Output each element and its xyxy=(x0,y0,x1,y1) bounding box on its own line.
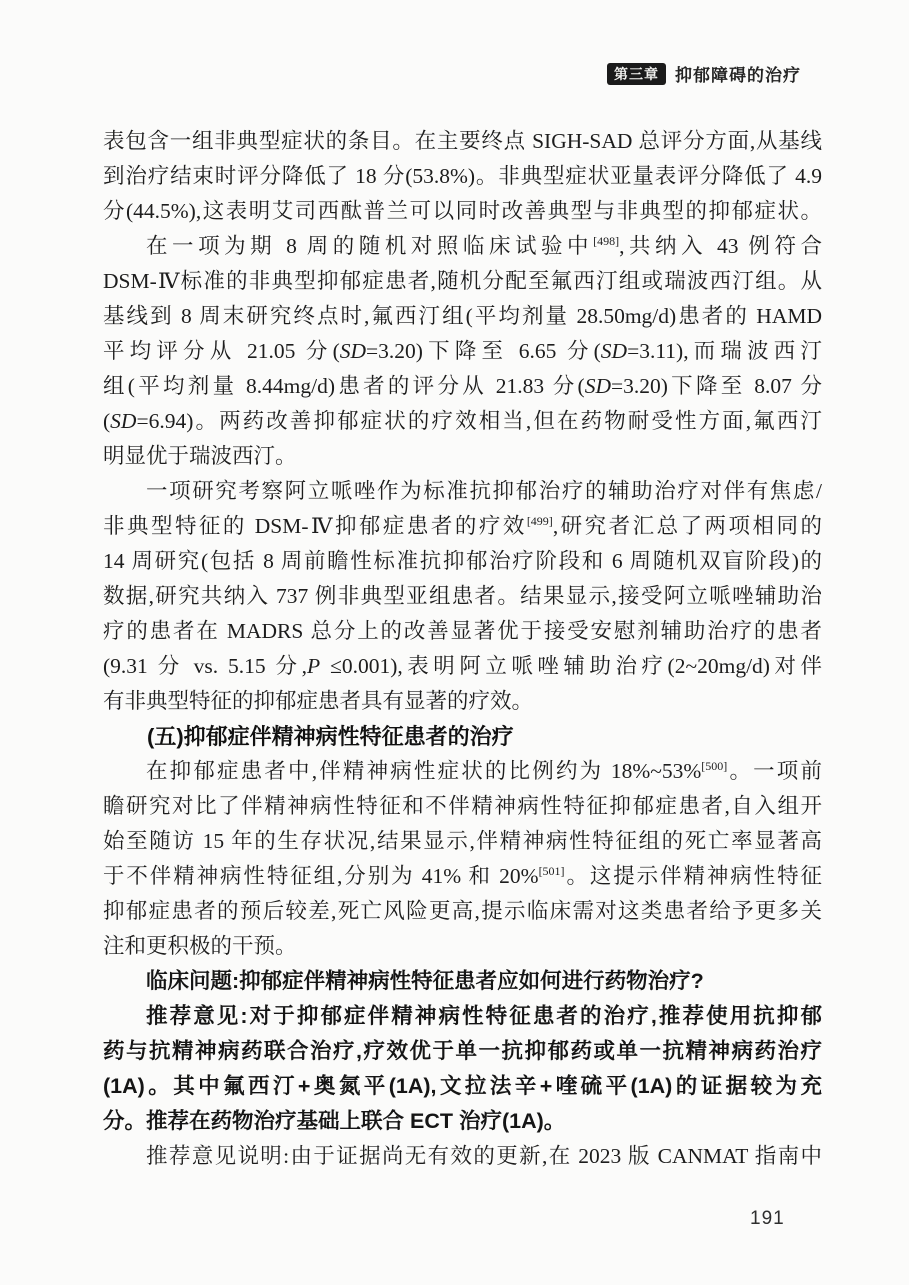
text-line: 表包含一组非典型症状的条目。在主要终点 SIGH-SAD 总评分方面,从基线 xyxy=(103,129,822,153)
text-line: 明显优于瑞波西汀。 xyxy=(103,444,297,468)
text-line: 数据,研究共纳入 737 例非典型亚组患者。结果显示,接受阿立哌唑辅助治 xyxy=(103,584,822,608)
text-line: (9.31 分 vs. 5.15 分,P ≤0.001),表明阿立哌唑辅助治疗(2~20mg/d)对伴 xyxy=(103,654,822,678)
text-line: 抑郁症患者的预后较差,死亡风险更高,提示临床需对这类患者给予更多关 xyxy=(103,899,822,923)
text-line: 14 周研究(包括 8 周前瞻性标准抗抑郁治疗阶段和 6 周随机双盲阶段)的 xyxy=(103,549,822,573)
text-line: 疗的患者在 MADRS 总分上的改善显著优于接受安慰剂辅助治疗的患者 xyxy=(103,619,822,643)
text-line: 分(44.5%),这表明艾司西酞普兰可以同时改善典型与非典型的抑郁症状。 xyxy=(103,199,822,223)
text-line: 分。推荐在药物治疗基础上联合 ECT 治疗(1A)。 xyxy=(103,1109,566,1133)
text-line: 药与抗精神病药联合治疗,疗效优于单一抗抑郁药或单一抗精神病药治疗 xyxy=(103,1039,822,1063)
text-line: 平均评分从 21.05 分(SD=3.20)下降至 6.65 分(SD=3.11),而瑞波西汀 xyxy=(103,339,822,363)
text-line: 推荐意见:对于抑郁症伴精神病性特征患者的治疗,推荐使用抗抑郁 xyxy=(146,1004,822,1028)
text-line: 在抑郁症患者中,伴精神病性症状的比例约为 18%~53%[500]。一项前 xyxy=(146,758,822,783)
text-line: 于不伴精神病性特征组,分别为 41% 和 20%[501]。这提示伴精神病性特征 xyxy=(103,863,822,888)
text-line: (SD=6.94)。两药改善抑郁症状的疗效相当,但在药物耐受性方面,氟西汀 xyxy=(103,409,822,433)
text-line: 注和更积极的干预。 xyxy=(103,934,297,958)
text-line: 在一项为期 8 周的随机对照临床试验中[498],共纳入 43 例符合 xyxy=(146,233,822,258)
text-line: 到治疗结束时评分降低了 18 分(53.8%)。非典型症状亚量表评分降低了 4.9 xyxy=(103,164,822,188)
page-header xyxy=(607,61,801,86)
body-text xyxy=(103,124,822,1174)
text-line: 一项研究考察阿立哌唑作为标准抗抑郁治疗的辅助治疗对伴有焦虑/ xyxy=(146,479,822,503)
text-line: 临床问题:抑郁症伴精神病性特征患者应如何进行药物治疗? xyxy=(146,969,704,993)
text-line: 推荐意见说明:由于证据尚无有效的更新,在 2023 版 CANMAT 指南中 xyxy=(146,1144,822,1168)
text-line: 始至随访 15 年的生存状况,结果显示,伴精神病性特征组的死亡率显著高 xyxy=(103,829,822,853)
text-line: 非典型特征的 DSM-Ⅳ抑郁症患者的疗效[499],研究者汇总了两项相同的 xyxy=(103,513,822,538)
page-number: 191 xyxy=(750,1208,785,1229)
text-line: 瞻研究对比了伴精神病性特征和不伴精神病性特征抑郁症患者,自入组开 xyxy=(103,794,822,818)
text-line: 基线到 8 周末研究终点时,氟西汀组(平均剂量 28.50mg/d)患者的 HAMD xyxy=(103,304,822,328)
chapter-title: 抑郁障碍的治疗 xyxy=(675,66,801,85)
text-line: (1A)。其中氟西汀+奥氮平(1A),文拉法辛+喹硫平(1A)的证据较为充 xyxy=(103,1074,822,1098)
text-line: DSM-Ⅳ标准的非典型抑郁症患者,随机分配至氟西汀组或瑞波西汀组。从 xyxy=(103,269,822,293)
section-heading: (五)抑郁症伴精神病性特征患者的治疗 xyxy=(147,724,514,749)
text-line: 组(平均剂量 8.44mg/d)患者的评分从 21.83 分(SD=3.20)下降至 8.07 分 xyxy=(103,374,822,398)
text-line: 有非典型特征的抑郁症患者具有显著的疗效。 xyxy=(103,689,534,713)
chapter-badge: 第三章 xyxy=(607,63,666,85)
